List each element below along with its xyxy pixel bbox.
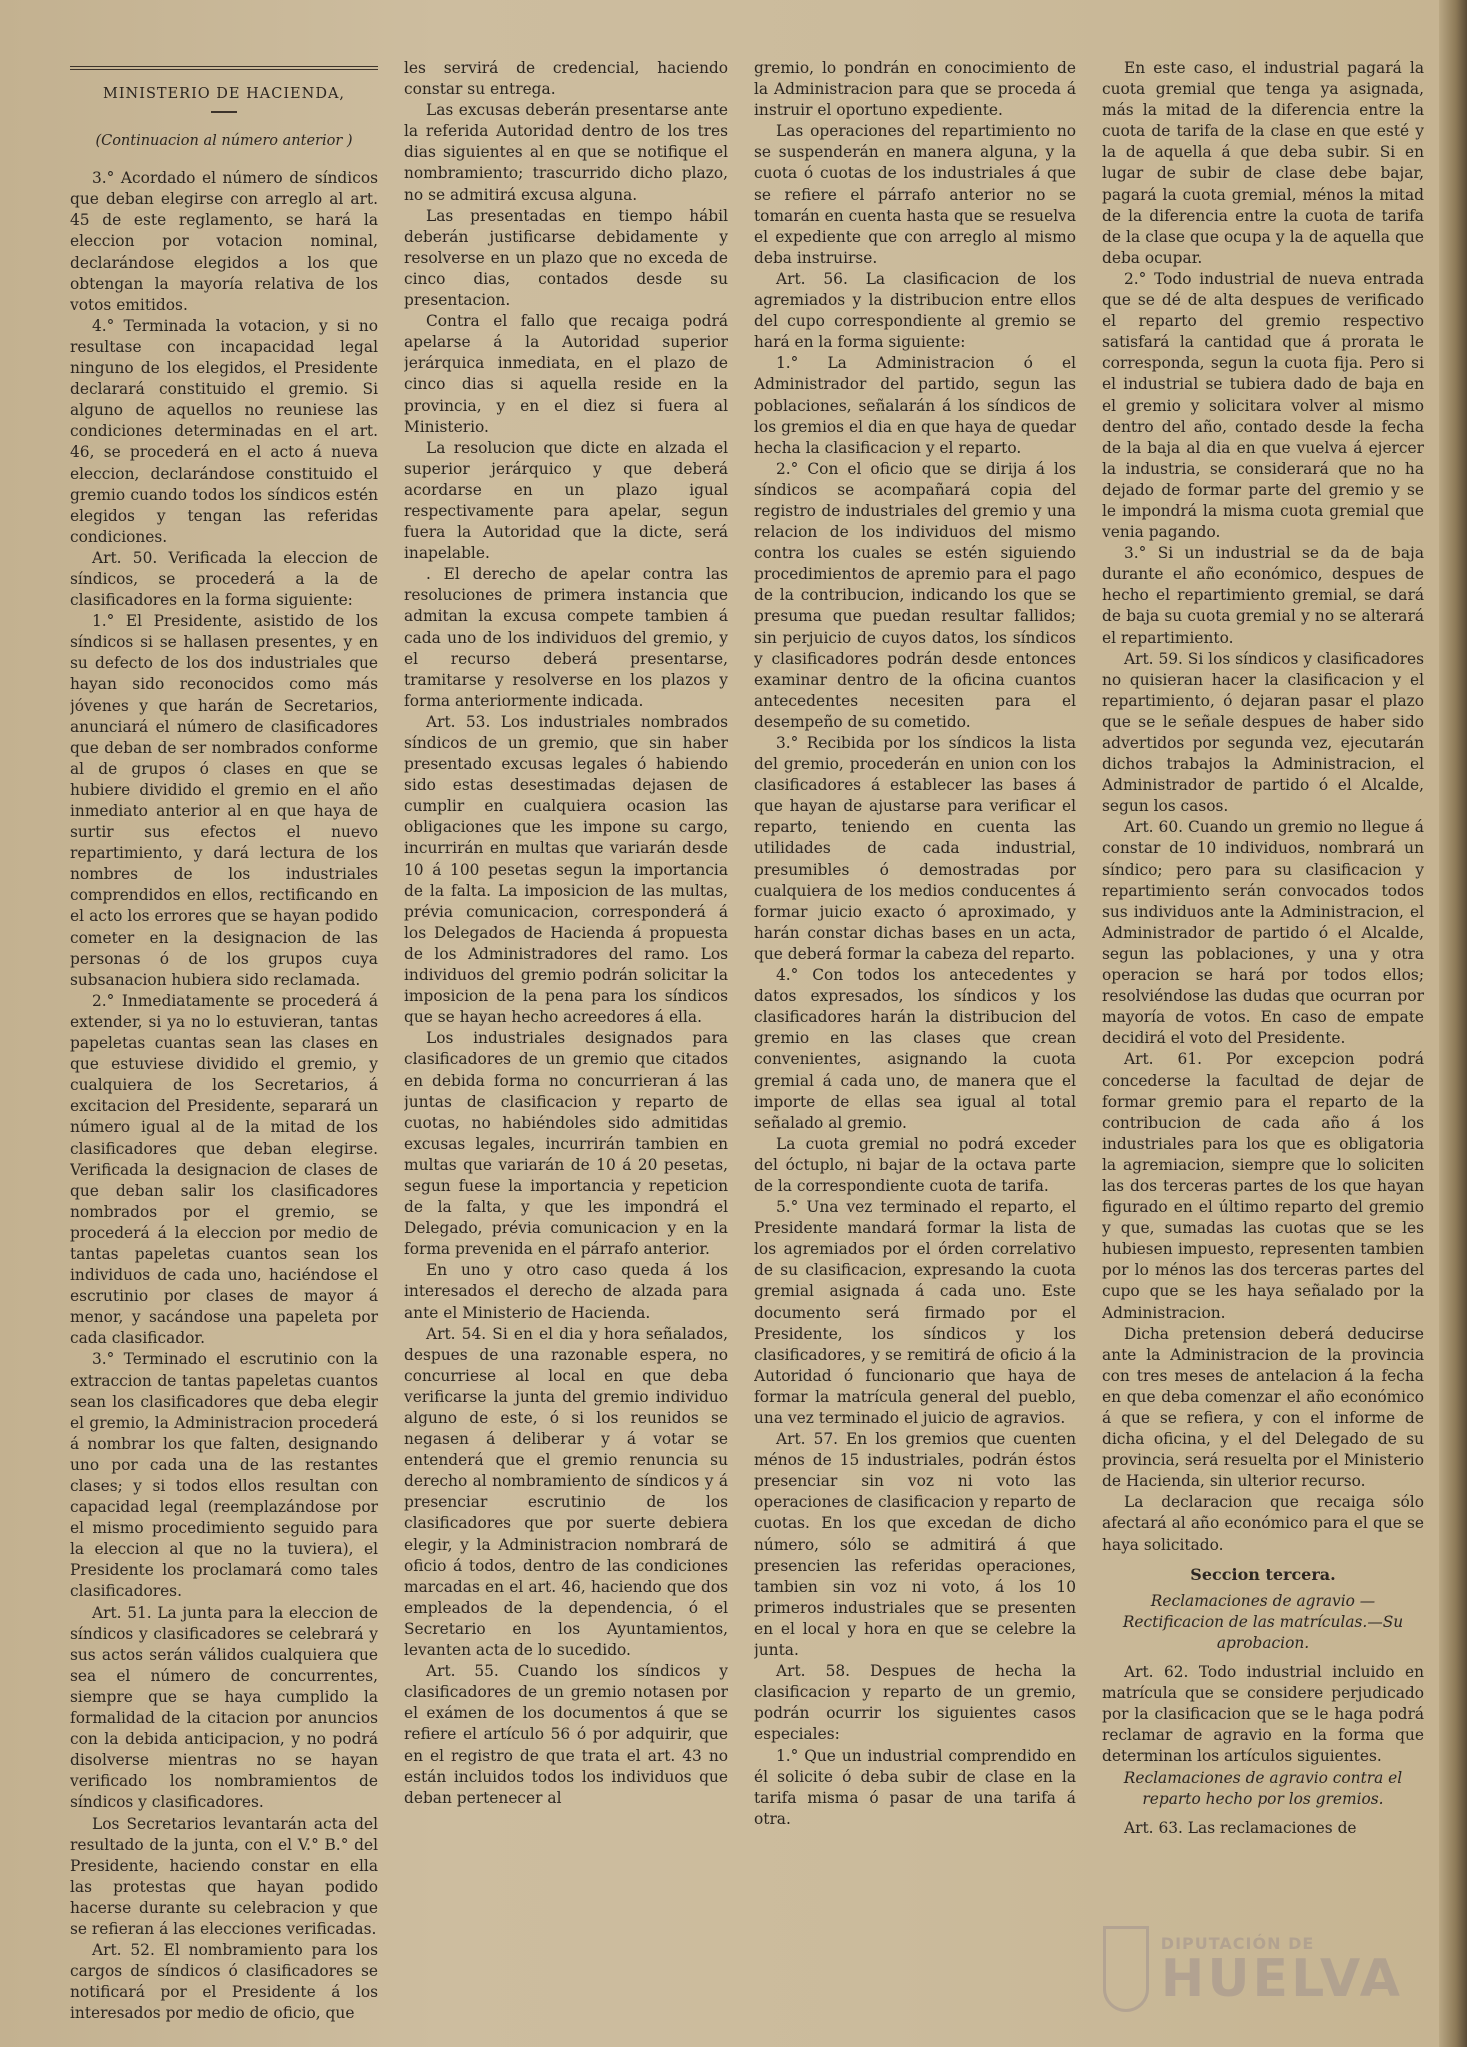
column-1 bbox=[70, 58, 378, 2028]
paragraph: Las excusas deberán presentarse ante la referida Autoridad dentro de los tres dias siguientes al en que se notifique el nombramiento; trascurrido dicho plazo, no se admitirá excusa alguna. bbox=[404, 101, 728, 204]
paragraph: . El derecho de apelar contra las resoluciones de primera instancia que admitan la excusa compete tambien á cada uno de los individuos del gremio, y el recurso deberá presentarse, tramitarse y resolverse en los plazos y forma anteriormente indicada. bbox=[404, 565, 728, 710]
watermark-big: HUELVA bbox=[1160, 1948, 1403, 2009]
ministry-heading: MINISTERIO DE HACIENDA, bbox=[102, 86, 346, 102]
paragraph: Art. 51. La junta para la eleccion de síndicos y clasificadores se celebrará y sus actos serán válidos cualquiera que sea el número de concurrentes, siempre que se haya cumplido la formalidad de la citacion por anuncios con la debida anticipacion, y no podrá disolverse mientras no se hayan verificado los nombramientos de síndicos y clasificadores. bbox=[70, 1603, 378, 1812]
paragraph: Art. 55. Cuando los síndicos y clasificadores de un gremio notasen por el exámen de los documentos á que se refiere el artículo 56 ó por adquirir, que en el registro de que trata el art. 43 no están incluidos todos los individuos que deban pertenecer al bbox=[404, 1662, 728, 1807]
paragraph: Art. 62. Todo industrial incluido en matrícula que se considere perjudicado por la clasificacion que se le haga podrá reclamar de agravio en la forma que determinan los artículos siguientes. bbox=[1102, 1663, 1424, 1766]
paragraph: Los industriales designados para clasificadores de un gremio que citados en debida forma no concurrieran á las juntas de clasificacion y reparto de cuotas, no habiéndoles sido admitidas excusas legales, incurrirán tambien en multas que variarán de 10 á 20 pesetas, segun fuese la importancia y repeticion de la falta, y que les impondrá el Delegado, prévia comunicacion y en la forma prevenida en el párrafo anterior. bbox=[404, 1029, 728, 1259]
paragraph: 4.° Con todos los antecedentes y datos expresados, los síndicos y los clasificadores harán la distribucion del gremio en las clases que crean convenientes, asignando la cuota gremial á cada uno, de manera que el importe de ellas sea igual al total señalado al gremio. bbox=[754, 966, 1076, 1132]
paragraph: Art. 56. La clasificacion de los agremiados y la distribucion entre ellos del cupo correspondiente al gremio se hará en la forma siguiente: bbox=[754, 269, 1076, 352]
paragraph: En uno y otro caso queda á los interesados el derecho de alzada para ante el Ministerio de Hacienda. bbox=[404, 1261, 728, 1322]
paragraph: 5.° Una vez terminado el reparto, el Presidente mandará formar la lista de los agremiados por el órden correlativo de su clasificacion, expresando la cuota gremial asignada á cada uno. Este documento será firmado por el Presidente, los síndicos y los clasificadores, y se remitirá de oficio á la Autoridad ó funcionario que haya de formar la matrícula general del pueblo, una vez terminado el juicio de agravios. bbox=[754, 1198, 1076, 1427]
paragraph: Contra el fallo que recaiga podrá apelarse á la Autoridad superior jerárquica inmediata, en el plazo de cinco dias si aquella reside en la provincia, y en el diez si fuera al Ministerio. bbox=[404, 312, 728, 436]
watermark-text bbox=[1160, 1933, 1403, 2009]
text-columns bbox=[70, 58, 1439, 2028]
subsection-title: Reclamaciones de agravio contra el reparto hecho por los gremios. bbox=[1123, 1768, 1403, 1808]
paragraph: La declaracion que recaiga sólo afectará al año económico para el que se haya solicitado. bbox=[1102, 1493, 1424, 1554]
section-title: Seccion tercera. bbox=[1190, 1564, 1336, 1584]
column-4 bbox=[1102, 58, 1424, 2028]
paragraph: Art. 54. Si en el dia y hora señalados, despues de una razonable espera, no concurriese al local en que deba verificarse la junta del gremio individuo alguno de este, ó si los reunidos se negasen á deliberar y á votar se entenderá que el gremio renuncia su derecho al nombramiento de síndicos y á presenciar escrutinio de los clasificadores que por suerte debiera elegir, y la Administracion nombrará de oficio á todos, dentro de las condiciones marcadas en el art. 46, haciendo que dos empleados de la dependencia, ó el Secretario en los Ayuntamientos, levanten acta de lo sucedido. bbox=[404, 1324, 728, 1660]
paragraph: La resolucion que dicte en alzada el superior jerárquico y que deberá acordarse en un plazo igual respectivamente para apelar, segun fuera la Autoridad que la dicte, será inapelable. bbox=[404, 438, 728, 563]
paragraph: 2.° Con el oficio que se dirija á los síndicos se acompañará copia del registro de industriales del gremio y una relacion de los individuos del mismo contra los cuales se estén siguiendo procedimientos de apremio para el pago de la contribucion, indicando los que se presuma que puedan resultar fallidos; sin perjuicio de cuyos datos, los síndicos y clasificadores podrán desde entonces examinar dentro de la oficina cuantos antecedentes necesiten para el desempeño de su cometido. bbox=[754, 459, 1076, 731]
column-3 bbox=[754, 58, 1076, 2028]
paragraph: Art. 61. Por excepcion podrá concederse la facultad de dejar de formar gremio para el reparto de la contribucion de cada año á los industriales para los que es obligatoria la agremiacion, siempre que lo soliciten las dos terceras partes de los que hayan figurado en el último reparto del gremio y que, sumadas las cuotas que se les hubiesen impuesto, representen tambien por lo ménos las dos terceras partes del cupo que se les haya señalado por la Administracion. bbox=[1102, 1050, 1424, 1322]
paragraph: 1.° El Presidente, asistido de los síndicos si se hallasen presentes, y en su defecto de los dos industriales que hayan sido reconocidos como más jóvenes y que harán de Secretarios, anunciará el número de clasificadores que deban de ser nombrados conforme al de grupos ó clases en que se hubiere dividido el gremio en el año inmediato anterior al en que haya de surtir sus efectos el nuevo repartimiento, y dará lectura de los nombres de los industriales comprendidos en ellos, rectificando en el acto los errores que se hayan podido cometer en la designacion de las personas ó de los grupos cuya subsanacion hubiera sido reclamada. bbox=[70, 612, 378, 989]
paragraph: Art. 59. Si los síndicos y clasificadores no quisieran hacer la clasificacion y el repartimiento, ó dejaran pasar el plazo que se le señale despues de haber sido advertidos por segunda vez, ejecutarán dichos trabajos la Administracion, el Administrador de partido ó el Alcalde, segun los casos. bbox=[1102, 649, 1424, 816]
paragraph: Dicha pretension deberá deducirse ante la Administracion de la provincia con tres meses de antelacion á la fecha en que deba comenzar el año económico á que se refiera, y con el informe de dicha oficina, y el del Delegado de su provincia, será resuelta por el Ministerio de Hacienda, sin ulterior recurso. bbox=[1102, 1324, 1424, 1491]
paragraph: Las operaciones del repartimiento no se suspenderán en manera alguna, y la cuota ó cuotas de los industriales á que se refiere el párrafo anterior no se tomarán en cuenta hasta que se resuelva el expediente que con arreglo al mismo deba instruirse. bbox=[754, 122, 1076, 267]
paragraph: 3.° Si un industrial se da de baja durante el año económico, despues de hecho el repartimiento gremial, se dará de baja su cuota gremial y no se alterará el repartimiento. bbox=[1102, 544, 1424, 647]
paragraph: En este caso, el industrial pagará la cuota gremial que tenga ya asignada, más la mitad de la diferencia entre la cuota de tarifa de la clase en que esté y la de aquella á que deba subir. Si en lugar de subir de clase debe bajar, pagará la cuota gremial, ménos la mitad de la diferencia entre la cuota de tarifa de la clase que ocupa y la de aquella que deba ocupar. bbox=[1102, 59, 1424, 267]
paragraph: Art. 60. Cuando un gremio no llegue á constar de 10 individuos, nombrará un síndico; pero para su clasificacion y repartimiento serán convocados todos sus individuos ante la Administracion, el Administrador de partido ó el Alcalde, segun las poblaciones, y una y otra operacion se hará por todos ellos; resolviéndose las dudas que ocurran por mayoría de votos. En caso de empate decidirá el voto del Presidente. bbox=[1102, 818, 1424, 1048]
paragraph: 1.° La Administracion ó el Administrador del partido, segun las poblaciones, señalarán á los síndicos de los gremios el dia en que haya de quedar hecha la clasificacion y el reparto. bbox=[754, 354, 1076, 457]
continuation-note: (Continuacion al número anterior ) bbox=[95, 133, 353, 150]
paragraph: Art. 53. Los industriales nombrados síndicos de un gremio, que sin haber presentado excusas legales ó habiendo sido estas desestimadas dejasen de cumplir en cualquiera ocasion las obligaciones que les impone su cargo, incurrirán en multas que variarán desde 10 á 100 pesetas segun la importancia de la falta. La imposicion de las multas, prévia comunicacion, corresponderá á los Delegados de Hacienda á propuesta de los Administradores del ramo. Los individuos del gremio podrán solicitar la imposicion de la pena para los síndicos que se hayan hecho acreedores á ella. bbox=[404, 712, 728, 1027]
archive-watermark bbox=[1103, 1909, 1403, 2029]
page-edge bbox=[1439, 0, 1467, 2047]
paragraph: Art. 57. En los gremios que cuenten ménos de 15 industriales, podrán éstos presenciar sin voz ni voto las operaciones de clasificacion y reparto de cuotas. En los que excedan de dicho número, sólo se admitirá á que presencien las referidas operaciones, tambien sin voz ni voto, á los 10 primeros industriales que se presenten en el local y hora en que se celebre la junta. bbox=[754, 1430, 1076, 1660]
paragraph: La cuota gremial no podrá exceder del óctuplo, ni bajar de la octava parte de la correspondiente cuota de tarifa. bbox=[754, 1134, 1076, 1195]
paragraph: Art. 58. Despues de hecha la clasificacion y reparto de un gremio, podrán ocurrir los siguientes casos especiales: bbox=[754, 1662, 1076, 1744]
paragraph: 3.° Acordado el número de síndicos que deban elegirse con arreglo al art. 45 de este reglamento, se hará la eleccion por votacion nominal, declarándose elegidos a los que obtengan la mayoría relativa de los votos emitidos. bbox=[70, 169, 378, 314]
paragraph: 4.° Terminada la votacion, y si no resultase con incapacidad legal ninguno de los elegidos, el Presidente declarará constituido el gremio. Si alguno de aquellos no reuniese las condiciones determinadas en el art. 46, se procederá en el acto á nueva eleccion, declarándose constituido el gremio cuando todos los síndicos estén elegidos y tengan las referidas condiciones. bbox=[70, 316, 378, 546]
paragraph: 3.° Terminado el escrutinio con la extraccion de tantas papeletas cuantos sean los clasificadores que deba elegir el gremio, la Administracion procederá á nombrar los que falten, designando uno por cada una de las restantes clases; y si todos ellos resultan con capacidad legal (reemplazándose por el mismo procedimiento seguido para la eleccion al que no la tuviera), el Presidente los proclamará como tales clasificadores. bbox=[70, 1350, 378, 1601]
paragraph: 2.° Todo industrial de nueva entrada que se dé de alta despues de verificado el reparto del gremio respectivo satisfará la cantidad que á prorata le corresponda, segun la cuota fija. Pero si el industrial se tubiera dado de baja en el gremio y solicitara volver al mismo dentro del año, contado desde la fecha de la baja al dia en que vuelva á ejercer la industria, se considerará que no ha dejado de formar parte del gremio y se le impondrá la misma cuota gremial que venia pagando. bbox=[1102, 269, 1424, 542]
paragraph: Art. 52. El nombramiento para los cargos de síndicos ó clasificadores se notificará por el Presidente á los interesados por medio de oficio, que bbox=[70, 1941, 378, 2023]
column-2 bbox=[404, 58, 728, 2028]
paragraph: gremio, lo pondrán en conocimiento de la Administracion para que se proceda á instruir el oportuno expediente. bbox=[754, 59, 1076, 120]
shield-icon bbox=[1103, 1926, 1149, 2012]
heading-dash bbox=[211, 111, 237, 113]
paragraph: 3.° Recibida por los síndicos la lista del gremio, procederán en union con los clasificadores á establecer las bases á que hayan de ajustarse para verificar el reparto, teniendo en cuenta las utilidades de cada industrial, presumibles ó demostradas por cualquiera de los medios conducentes á formar juicio exacto ó aproximado, y harán constar dichas bases en un acta, que deberá formar la cabeza del reparto. bbox=[754, 734, 1076, 963]
section-subtitle: Reclamaciones de agravio —Rectificacion de las matrículas.—Su aprobacion. bbox=[1122, 1591, 1404, 1652]
paragraph: Los Secretarios levantarán acta del resultado de la junta, con el V.° B.° del Presidente, haciendo constar en ella las protestas que hayan podido hacerse durante su celebracion y que se refieran á las elecciones verificadas. bbox=[70, 1814, 378, 1938]
header-rule bbox=[70, 66, 378, 70]
paragraph: Art. 63. Las reclamaciones de bbox=[1124, 1818, 1357, 1837]
paragraph: 2.° Inmediatamente se procederá á extender, si ya no lo estuvieran, tantas papeletas cuantas sean las clases en que estuviese dividido el gremio, y cualquiera de los Secretarios, á excitacion del Presidente, separará un número igual al de la mitad de los clasificadores que deban elegirse. Verificada la designacion de clases de que deban salir los clasificadores nombrados por el gremio, se procederá á la eleccion por medio de tantas papeletas cuantos sean los individuos de cada uno, haciéndose el escrutinio por clases de mayor á menor, y sacándose una papeleta por cada clasificador. bbox=[70, 991, 378, 1348]
paragraph: Art. 50. Verificada la eleccion de síndicos, se procederá a la de clasificadores en la forma siguiente: bbox=[70, 548, 378, 610]
paragraph: les servirá de credencial, haciendo constar su entrega. bbox=[404, 59, 728, 99]
paragraph: Las presentadas en tiempo hábil deberán justificarse debidamente y resolverse en un plazo que no exceda de cinco dias, contados desde su presentacion. bbox=[404, 206, 728, 310]
watermark-small: DIPUTACIÓN DE bbox=[1160, 1933, 1315, 1953]
paragraph: 1.° Que un industrial comprendido en él solicite ó deba subir de clase en la tarifa misma ó pasar de una tarifa á otra. bbox=[754, 1746, 1076, 1828]
